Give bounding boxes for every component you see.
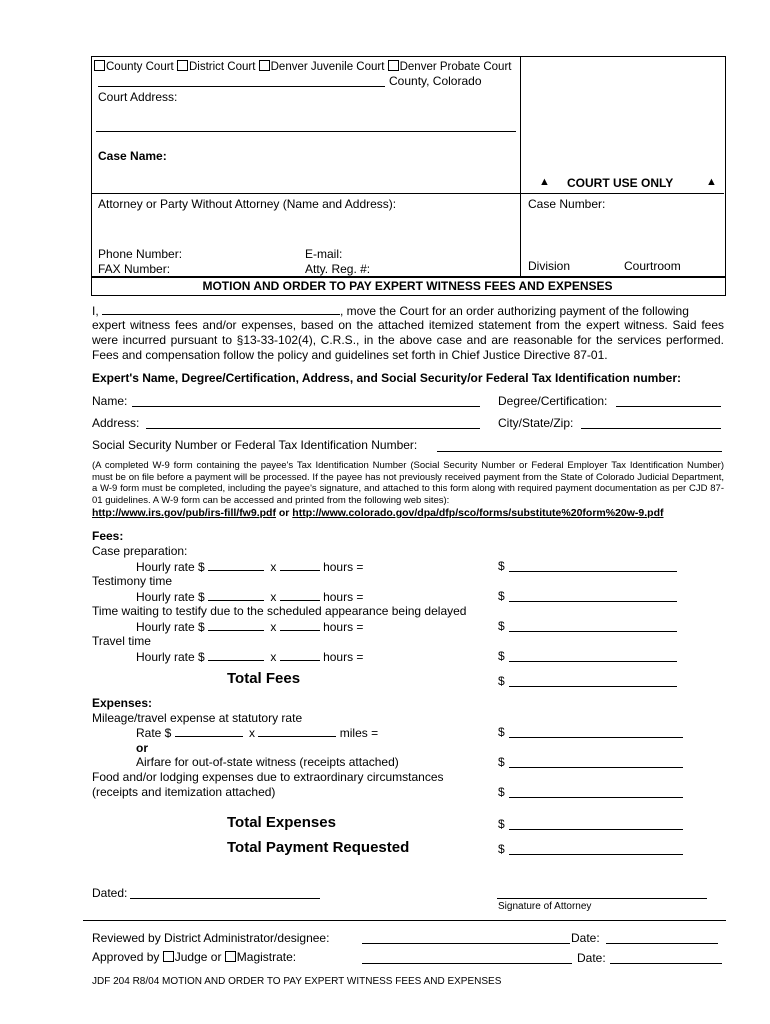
- hourly-rate-label: Hourly rate $: [136, 590, 205, 604]
- dollar-sign: $: [498, 589, 505, 603]
- times-sign: x: [249, 726, 256, 740]
- movant-name-field[interactable]: [102, 303, 340, 315]
- amount-field[interactable]: [509, 631, 677, 632]
- times-sign: x: [270, 650, 277, 664]
- approved-label: Approved by: [92, 950, 160, 964]
- fee-row-travel: [136, 649, 363, 664]
- expert-address-field[interactable]: [146, 428, 480, 429]
- county-name-field[interactable]: [98, 86, 385, 87]
- expenses-heading: Expenses:: [92, 696, 153, 710]
- signature-field[interactable]: [497, 898, 707, 899]
- hours-field[interactable]: [280, 559, 320, 571]
- food-label: Food and/or lodging expenses due to extraordinary circumstances: [92, 770, 444, 784]
- court-use-only-arrow-left: ▲: [539, 176, 550, 188]
- magistrate-checkbox[interactable]: [225, 951, 236, 962]
- total-expenses-label: Total Expenses: [227, 814, 336, 831]
- dollar-sign: $: [498, 619, 505, 633]
- travel-label: Travel time: [92, 634, 151, 648]
- rate-field[interactable]: [208, 589, 264, 601]
- court-address-field[interactable]: [96, 131, 516, 132]
- court-use-only-arrow-right: ▲: [706, 176, 717, 188]
- denver-juvenile-label: Denver Juvenile Court: [270, 61, 385, 73]
- approver-signature-field[interactable]: [362, 963, 572, 964]
- hours-label: hours =: [323, 560, 364, 574]
- section-divider: [83, 920, 726, 921]
- rate-label: Rate $: [136, 726, 172, 740]
- food-amount-field[interactable]: [509, 797, 683, 798]
- or-label: or: [136, 741, 148, 755]
- intro-paragraph: expert witness fees and/or expenses, based on the attached itemized statement from the expert witness. Said fees were incurred pursuant to §13-33-102(4), C.R.S., in the above case and are reasonable for the services performed. Fees and compensation follow the policy and guidelines set forth in Chief Justice Directive 87-01.: [92, 318, 724, 362]
- airfare-label: Airfare for out-of-state witness (receipts attached): [136, 755, 399, 769]
- intro-i-label: I,: [92, 304, 99, 318]
- caption-divider-left: [91, 193, 521, 194]
- receipts-label: (receipts and itemization attached): [92, 785, 276, 799]
- district-court-checkbox[interactable]: [177, 60, 188, 71]
- dollar-sign: $: [498, 649, 505, 663]
- district-court-label: District Court: [188, 61, 256, 73]
- hourly-rate-label: Hourly rate $: [136, 650, 205, 664]
- dollar-sign: $: [498, 559, 505, 573]
- expert-heading: Expert's Name, Degree/Certification, Address, and Social Security/or Federal Tax Identification number:: [92, 371, 682, 385]
- fee-row-case-prep: [136, 559, 363, 574]
- waiting-label: Time waiting to testify due to the scheduled appearance being delayed: [92, 604, 467, 618]
- rate-field[interactable]: [208, 619, 264, 631]
- amount-field[interactable]: [509, 571, 677, 572]
- fax-label: FAX Number:: [98, 262, 171, 276]
- mileage-rate-field[interactable]: [175, 725, 243, 737]
- caption-divider-right: [520, 193, 724, 194]
- expert-name-field[interactable]: [132, 406, 480, 407]
- county-court-label: County Court: [106, 61, 174, 73]
- court-use-only-label: COURT USE ONLY: [567, 176, 674, 190]
- dollar-sign: $: [498, 755, 505, 769]
- links-or: or: [278, 507, 290, 519]
- approval-date-label: Date:: [577, 951, 606, 965]
- review-date-label: Date:: [571, 931, 600, 945]
- dollar-sign: $: [498, 817, 505, 831]
- reviewer-signature-field[interactable]: [362, 943, 570, 944]
- form-footer: JDF 204 R8/04 MOTION AND ORDER TO PAY EXPERT WITNESS FEES AND EXPENSES: [92, 976, 502, 987]
- miles-field[interactable]: [258, 725, 336, 737]
- judge-label: Judge or: [174, 950, 222, 964]
- city-field[interactable]: [581, 428, 721, 429]
- approved-row: [92, 950, 296, 964]
- division-label: Division: [528, 259, 571, 273]
- total-payment-field[interactable]: [509, 854, 683, 855]
- testimony-label: Testimony time: [92, 574, 173, 588]
- magistrate-label: Magistrate:: [236, 950, 297, 964]
- intro-line1-rest: , move the Court for an order authorizing payment of the following: [340, 304, 689, 318]
- case-name-label: Case Name:: [98, 149, 167, 163]
- degree-field[interactable]: [616, 406, 721, 407]
- hours-field[interactable]: [280, 619, 320, 631]
- degree-label: Degree/Certification:: [498, 394, 608, 408]
- times-sign: x: [270, 560, 277, 574]
- total-expenses-field[interactable]: [509, 829, 683, 830]
- county-court-checkbox[interactable]: [94, 60, 105, 71]
- name-label: Name:: [92, 394, 128, 408]
- dated-field[interactable]: [130, 898, 320, 899]
- approval-date-field[interactable]: [610, 963, 722, 964]
- court-address-label: Court Address:: [98, 90, 178, 104]
- hourly-rate-label: Hourly rate $: [136, 560, 205, 574]
- mileage-amount-field[interactable]: [509, 737, 683, 738]
- county-suffix: County, Colorado: [389, 74, 482, 88]
- airfare-amount-field[interactable]: [509, 767, 683, 768]
- courtroom-label: Courtroom: [624, 259, 681, 273]
- denver-probate-label: Denver Probate Court: [399, 61, 512, 73]
- hours-label: hours =: [323, 650, 364, 664]
- form-title: MOTION AND ORDER TO PAY EXPERT WITNESS FEES AND EXPENSES: [202, 279, 613, 293]
- ssn-field[interactable]: [437, 451, 722, 452]
- w9-links: [92, 507, 664, 519]
- hours-label: hours =: [323, 590, 364, 604]
- amount-field[interactable]: [509, 601, 677, 602]
- court-selection: [94, 60, 511, 73]
- times-sign: x: [270, 620, 277, 634]
- rate-field[interactable]: [208, 559, 264, 571]
- intro-line1: [92, 303, 724, 318]
- mileage-label: Mileage/travel expense at statutory rate: [92, 711, 303, 725]
- fees-heading: Fees:: [92, 529, 124, 543]
- amount-field[interactable]: [509, 661, 677, 662]
- rate-field[interactable]: [208, 649, 264, 661]
- hourly-rate-label: Hourly rate $: [136, 620, 205, 634]
- denver-probate-checkbox[interactable]: [388, 60, 399, 71]
- review-date-field[interactable]: [606, 943, 718, 944]
- address-label: Address:: [92, 416, 140, 430]
- total-payment-label: Total Payment Requested: [227, 839, 410, 856]
- caption-divider-vertical: [520, 56, 521, 276]
- caption-box: [91, 56, 726, 278]
- w9-note: (A completed W-9 form containing the payee's Tax Identification Number (Social Security Number or Federal Employer Tax Identification Number) must be on file before a payment will be processed. If the payee has not previously received payment from the State of Colorado Judicial Department, a W-9 form must be completed, including the payee's signature, and attached to this form along with required payment documentation as per CJD 87-01 guidelines. A W-9 form can be accessed and printed from the following web sites):: [92, 460, 724, 506]
- irs-link[interactable]: http://www.irs.gov/pub/irs-fill/fw9.pdf: [92, 507, 276, 519]
- dollar-sign: $: [498, 842, 505, 856]
- colorado-link[interactable]: http://www.colorado.gov/dpa/dfp/sco/forms/substitute%20form%20w-9.pdf: [292, 507, 664, 519]
- judge-checkbox[interactable]: [163, 951, 174, 962]
- case-prep-label: Case preparation:: [92, 544, 188, 558]
- total-fees-field[interactable]: [509, 686, 677, 687]
- email-label: E-mail:: [305, 247, 343, 261]
- phone-label: Phone Number:: [98, 247, 183, 261]
- hours-field[interactable]: [280, 589, 320, 601]
- signature-label: Signature of Attorney: [498, 901, 592, 912]
- times-sign: x: [270, 590, 277, 604]
- case-number-label: Case Number:: [528, 197, 606, 211]
- mileage-row: [136, 725, 378, 740]
- denver-juvenile-checkbox[interactable]: [259, 60, 270, 71]
- city-label: City/State/Zip:: [498, 416, 574, 430]
- atty-reg-label: Atty. Reg. #:: [305, 262, 371, 276]
- hours-field[interactable]: [280, 649, 320, 661]
- ssn-label: Social Security Number or Federal Tax Identification Number:: [92, 438, 418, 452]
- dollar-sign: $: [498, 785, 505, 799]
- reviewed-label: Reviewed by District Administrator/designee:: [92, 931, 330, 945]
- dollar-sign: $: [498, 725, 505, 739]
- miles-label: miles =: [339, 726, 379, 740]
- total-fees-label: Total Fees: [227, 670, 301, 687]
- attorney-label: Attorney or Party Without Attorney (Name and Address):: [98, 197, 397, 211]
- dollar-sign: $: [498, 674, 505, 688]
- fee-row-waiting: [136, 619, 363, 634]
- dated-label: Dated:: [92, 886, 128, 900]
- hours-label: hours =: [323, 620, 364, 634]
- fee-row-testimony: [136, 589, 363, 604]
